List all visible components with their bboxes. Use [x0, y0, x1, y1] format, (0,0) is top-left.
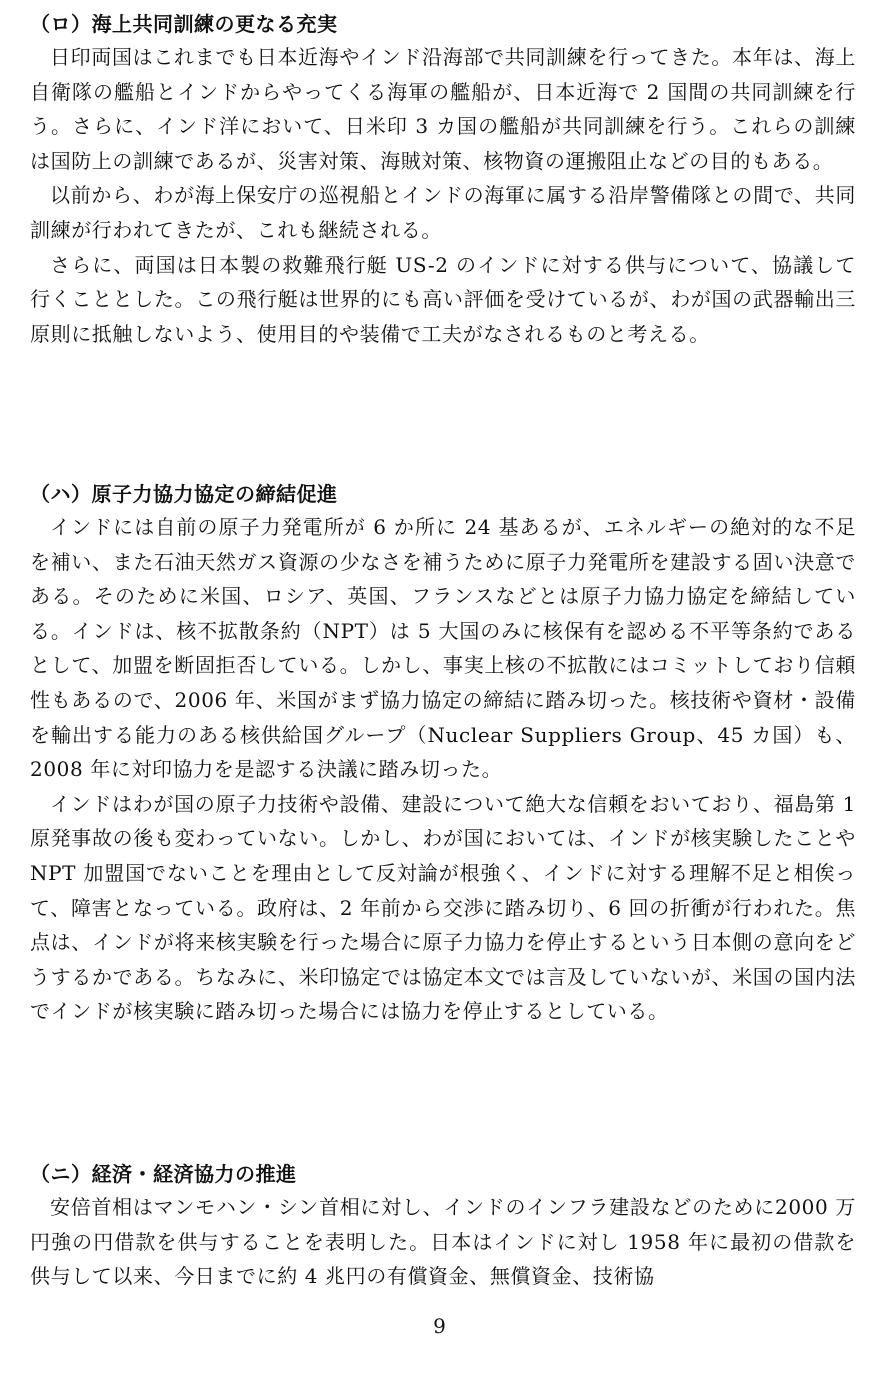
paragraph: 日印両国はこれまでも日本近海やインド沿海部で共同訓練を行ってきた。本年は、海上自衛隊の艦船とインドからやってくる海軍の艦船が、日本近海で 2 国間の共同訓練を行う。さらに、インド洋において、日米印 3 カ国の艦船が共同訓練を行う。これらの訓練は国防上の訓練であるが、災害対策、海賊対策、核物資の運搬阻止などの目的もある。	[30, 45, 856, 173]
section-heading-nuclear-agreement: （ハ）原子力協力協定の締結促進	[30, 482, 338, 506]
section-body-nuclear-agreement	[30, 510, 856, 1029]
paragraph: インドはわが国の原子力技術や設備、建設について絶大な信頼をおいており、福島第 1 原発事故の後も変わっていない。しかし、わが国においては、インドが核実験したことや NPT 加盟国でないことを理由として反対論が根強く、インドに対する理解不足と相俟って、障害となっている。政府は、2 年前から交渉に踏み切り、6 回の折衝が行われた。焦点は、インドが将来核実験を行った場合に原子力協力を停止するという日本側の意向をどうするかである。ちなみに、米印協定では協定本文では言及していないが、米国の国内法でインドが核実験に踏み切った場合には協力を停止するとしている。	[30, 791, 856, 1024]
paragraph: さらに、両国は日本製の救難飛行艇 US-2 のインドに対する供与について、協議して行くこととした。この飛行艇は世界的にも高い評価を受けているが、わが国の武器輸出三原則に抵触しないよう、使用目的や装備で工夫がなされるものと考える。	[30, 252, 856, 346]
section-body-economic-cooperation	[30, 1190, 856, 1294]
page-number: 9	[433, 1314, 446, 1338]
section-body-maritime-training	[30, 40, 856, 351]
paragraph: インドには自前の原子力発電所が 6 か所に 24 基あるが、エネルギーの絶対的な不足を補い、また石油天然ガス資源の少なさを補うために原子力発電所を建設する固い決意である。そのために米国、ロシア、英国、フランスなどとは原子力協力協定を締結している。インドは、核不拡散条約（NPT）は 5 大国のみに核保有を認める不平等条約であるとして、加盟を断固拒否している。しかし、事実上核の不拡散にはコミットしており信頼性もあるので、2006 年、米国がまず協力協定の締結に踏み切った。核技術や資材・設備を輸出する能力のある核供給国グループ（Nuclear Suppliers Group、45 カ国）も、2008 年に対印協力を是認する決議に踏み切った。	[30, 515, 856, 782]
paragraph: 以前から、わが海上保安庁の巡視船とインドの海軍に属する沿岸警備隊との間で、共同訓練が行われてきたが、これも継続される。	[30, 183, 856, 242]
paragraph: 安倍首相はマンモハン・シン首相に対し、インドのインフラ建設などのために2000 万円強の円借款を供与することを表明した。日本はインドに対し 1958 年に最初の借款を供与して以来、今日までに約 4 兆円の有償資金、無償資金、技術協	[30, 1195, 856, 1289]
section-heading-maritime-training: （ロ）海上共同訓練の更なる充実	[30, 12, 338, 36]
section-heading-economic-cooperation: （ニ）経済・経済協力の推進	[30, 1162, 297, 1186]
